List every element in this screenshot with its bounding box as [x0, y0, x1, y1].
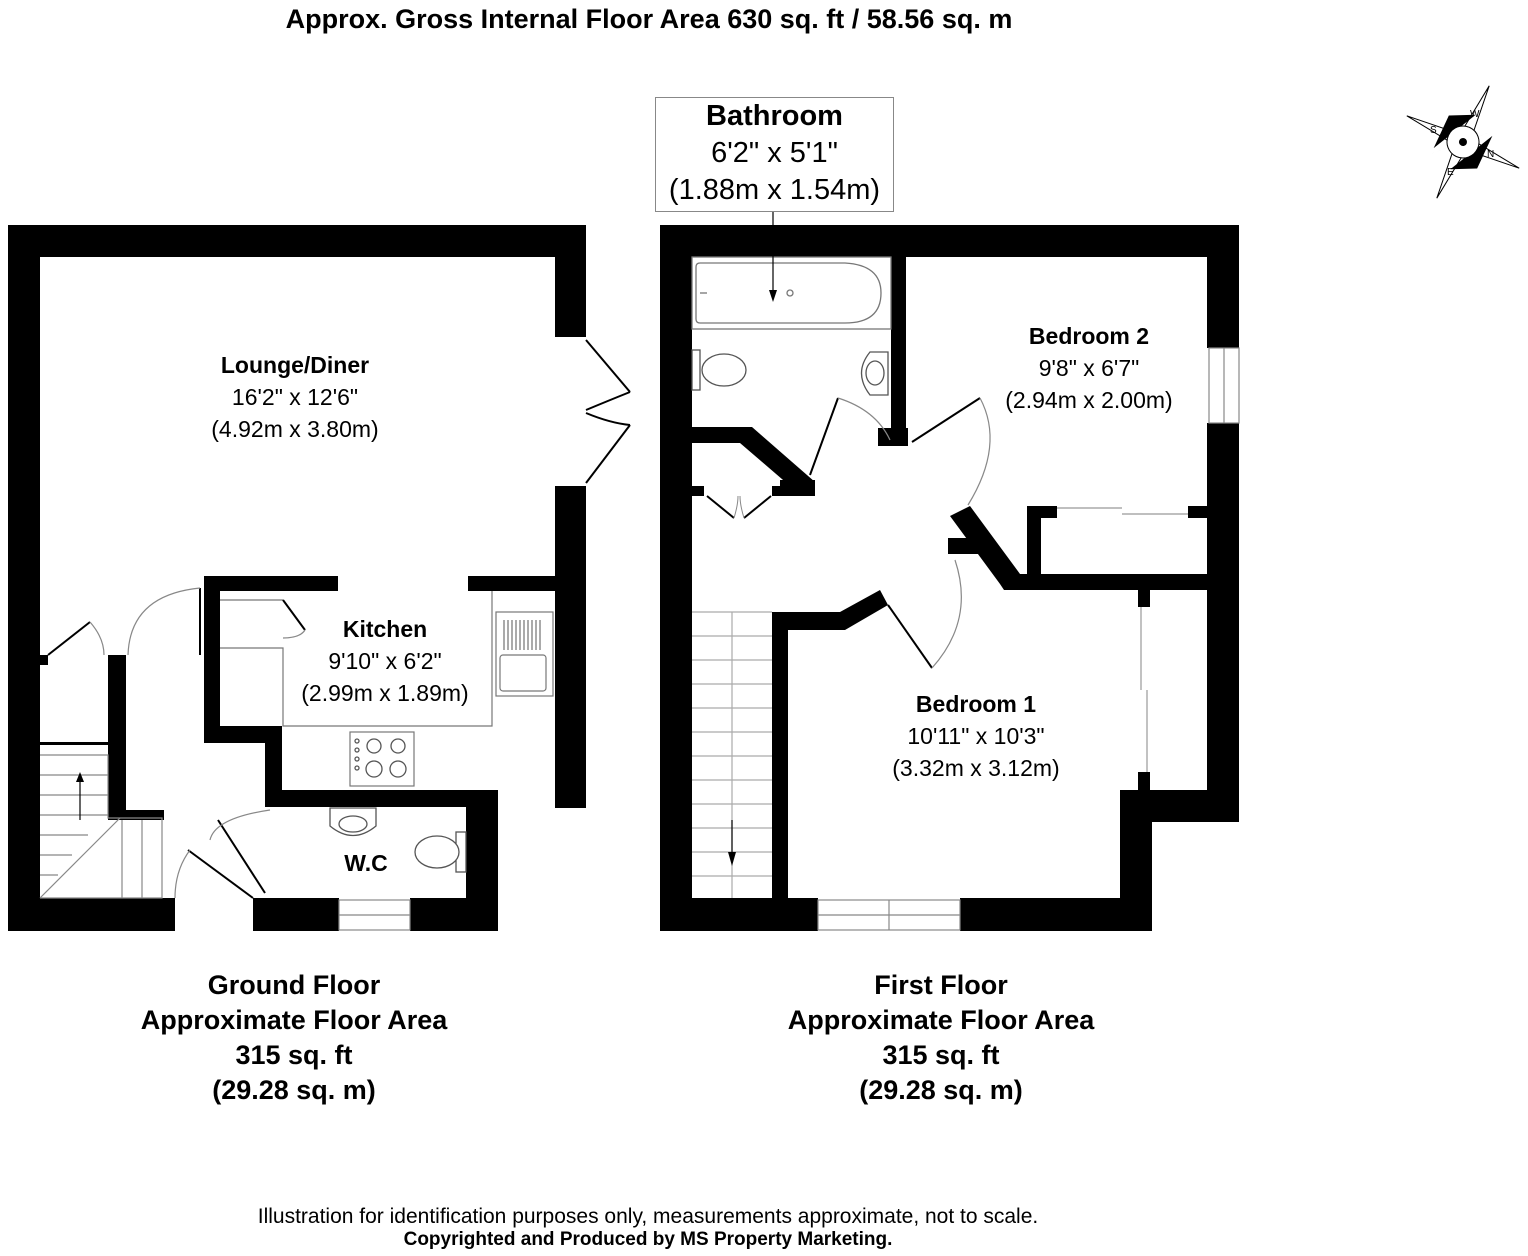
- floor-area-sqft: 315 sq. ft: [882, 1040, 1000, 1070]
- room-bathroom: [655, 97, 894, 212]
- bath: [692, 257, 891, 329]
- room-dimensions-metric: (2.99m x 1.89m): [301, 680, 469, 706]
- sink-drainer: [504, 620, 540, 650]
- room-dimensions-metric: (1.88m x 1.54m): [668, 174, 881, 206]
- compass-n: N: [1487, 149, 1495, 160]
- wc-window: [339, 900, 410, 930]
- page-title: Approx. Gross Internal Floor Area 630 sq. ft / 58.56 sq. m: [285, 4, 1013, 34]
- floor-name: Ground Floor: [207, 970, 381, 1000]
- room-bedroom-2: [980, 320, 1198, 416]
- room-kitchen: [280, 613, 490, 709]
- compass-icon: [1381, 60, 1528, 225]
- room-name: Bedroom 1: [915, 691, 1037, 717]
- room-dimensions-metric: (2.94m x 2.00m): [1005, 387, 1173, 413]
- first-stair-arrow-icon: [728, 852, 736, 866]
- room-dimensions-imperial: 9'8" x 6'7": [1038, 355, 1140, 381]
- floor-area-label: Approximate Floor Area: [140, 1005, 448, 1035]
- compass-s: S: [1430, 125, 1437, 136]
- room-name: Kitchen: [342, 616, 428, 642]
- room-name: Bathroom: [706, 100, 843, 132]
- room-name: W.C: [344, 850, 388, 876]
- ground-floor-label: [94, 968, 494, 1108]
- patio-doors: [586, 340, 630, 483]
- ground-stairs: [40, 755, 162, 898]
- room-wc: [326, 847, 406, 879]
- first-floor-label: [741, 968, 1141, 1108]
- room-dimensions-metric: (4.92m x 3.80m): [211, 416, 379, 442]
- floor-area-sqm: (29.28 sq. m): [212, 1075, 376, 1105]
- floor-area-sqm: (29.28 sq. m): [859, 1075, 1023, 1105]
- room-dimensions-metric: (3.32m x 3.12m): [892, 755, 1060, 781]
- ground-floor-walls: [8, 225, 586, 931]
- compass-w: W: [1470, 109, 1480, 120]
- disclaimer-text: Illustration for identification purposes only, measurements approximate, not to scale.: [257, 1205, 1039, 1228]
- room-bedroom-1: [866, 688, 1086, 784]
- room-lounge: [190, 349, 400, 445]
- stair-arrow-icon: [76, 772, 84, 782]
- room-dimensions-imperial: 6'2" x 5'1": [711, 137, 838, 169]
- room-dimensions-imperial: 10'11" x 10'3": [907, 723, 1045, 749]
- compass-e: E: [1447, 167, 1454, 178]
- floor-area-sqft: 315 sq. ft: [235, 1040, 353, 1070]
- floor-name: First Floor: [874, 970, 1008, 1000]
- bathroom-fixtures: [692, 350, 888, 395]
- room-name: Lounge/Diner: [220, 352, 370, 378]
- copyright-text: Copyrighted and Produced by MS Property Marketing.: [403, 1229, 893, 1250]
- room-name: Bedroom 2: [1028, 323, 1150, 349]
- hob: [355, 739, 406, 777]
- room-dimensions-imperial: 9'10" x 6'2": [328, 648, 442, 674]
- ground-floor-plan: [8, 225, 630, 931]
- floor-area-label: Approximate Floor Area: [787, 1005, 1095, 1035]
- room-dimensions-imperial: 16'2" x 12'6": [231, 384, 359, 410]
- bathroom-pointer-icon: [769, 290, 777, 302]
- first-floor-plan: [660, 210, 1239, 931]
